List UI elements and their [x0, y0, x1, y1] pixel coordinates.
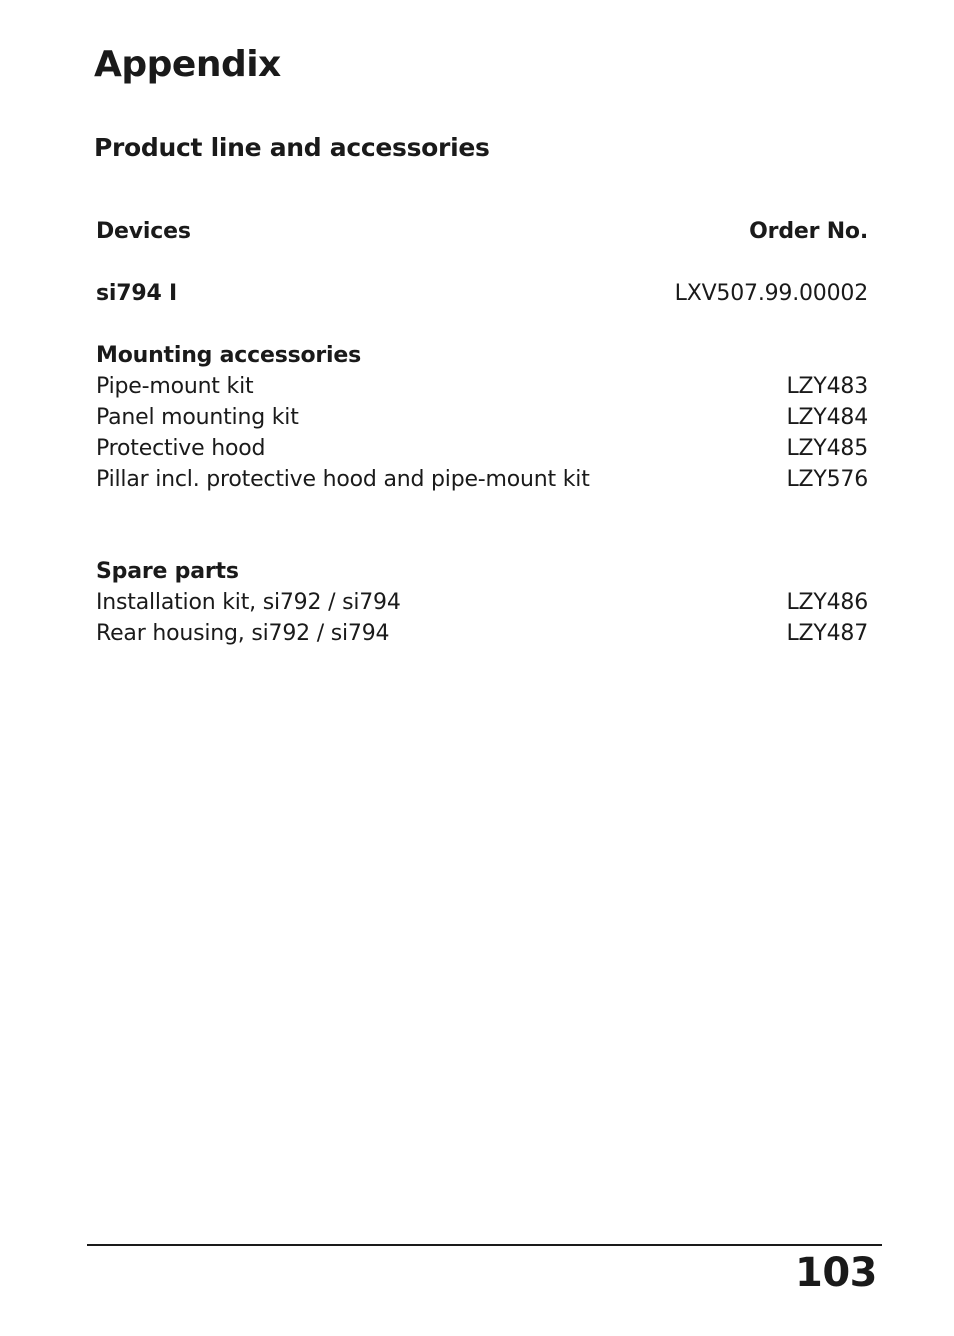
order-no-column-header: Order No. [749, 219, 868, 244]
page-number: 103 [795, 1250, 877, 1296]
mounting-heading-row [96, 340, 868, 371]
item-name: Pipe-mount kit [96, 374, 254, 399]
item-order-no: LZY487 [786, 621, 868, 646]
item-order-no: LZY485 [786, 436, 868, 461]
spare-parts-heading: Spare parts [96, 559, 239, 584]
product-table [96, 216, 868, 649]
item-name: Protective hood [96, 436, 266, 461]
item-name: Pillar incl. protective hood and pipe-mount kit [96, 467, 590, 492]
item-order-no: LZY576 [786, 467, 868, 492]
mounting-heading: Mounting accessories [96, 343, 362, 368]
page-title: Appendix [94, 44, 281, 85]
item-name: Rear housing, si792 / si794 [96, 621, 390, 646]
spacer [96, 309, 868, 340]
device-name: si794 I [96, 281, 178, 306]
device-row [96, 278, 868, 309]
table-row [96, 371, 868, 402]
table-row [96, 618, 868, 649]
spacer [96, 495, 868, 556]
item-name: Installation kit, si792 / si794 [96, 590, 401, 615]
section-title: Product line and accessories [94, 133, 490, 162]
table-header-row [96, 216, 868, 247]
footer-divider [87, 1244, 882, 1246]
spare-parts-heading-row [96, 556, 868, 587]
device-order-no: LXV507.99.00002 [674, 281, 868, 306]
table-row [96, 587, 868, 618]
item-order-no: LZY483 [786, 374, 868, 399]
table-row [96, 433, 868, 464]
table-row [96, 402, 868, 433]
spacer [96, 247, 868, 278]
item-order-no: LZY486 [786, 590, 868, 615]
devices-column-header: Devices [96, 219, 191, 244]
item-name: Panel mounting kit [96, 405, 299, 430]
table-row [96, 464, 868, 495]
item-order-no: LZY484 [786, 405, 868, 430]
